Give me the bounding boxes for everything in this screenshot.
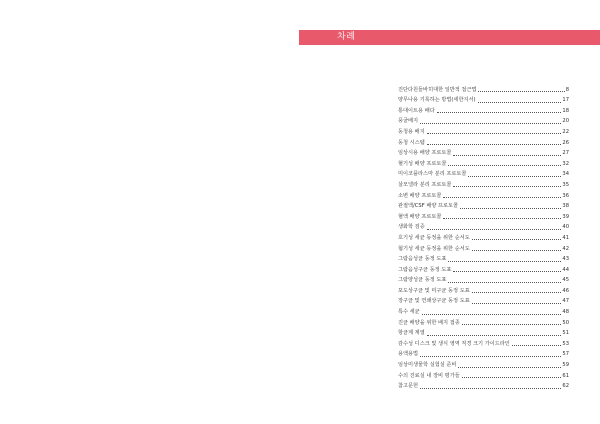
- toc-dot-leader: [478, 91, 564, 92]
- toc-dot-leader: [420, 123, 561, 124]
- toc-dot-leader: [420, 356, 561, 357]
- toc-entry-page: 48: [562, 309, 569, 316]
- toc-entry-page: 20: [562, 118, 569, 125]
- toc-entry-title: 동청 시스템: [398, 139, 425, 146]
- toc-entry[interactable]: [398, 95, 569, 106]
- toc-entry-page: 61: [562, 372, 569, 379]
- toc-entry-page: 22: [562, 128, 569, 135]
- toc-dot-leader: [472, 239, 562, 240]
- toc-entry-page: 40: [562, 224, 569, 231]
- toc-header-banner: [299, 30, 600, 45]
- toc-dot-leader: [427, 144, 562, 145]
- toc-entry[interactable]: [398, 275, 569, 286]
- toc-dot-leader: [453, 271, 561, 272]
- toc-dot-leader: [420, 388, 561, 389]
- toc-entry[interactable]: [398, 158, 569, 169]
- toc-entry[interactable]: [398, 232, 569, 243]
- toc-entry-title: 포도상구균 및 미구균 동정 도표: [398, 287, 470, 294]
- toc-dot-leader: [458, 367, 561, 368]
- toc-entry-title: 혈기성 배양 프로토콜: [398, 160, 447, 167]
- toc-entry-page: 32: [562, 160, 569, 167]
- toc-dot-leader: [448, 282, 561, 283]
- toc-entry-title: 혐기성 세균 동정을 위한 순서도: [398, 245, 470, 252]
- toc-entry-page: 44: [562, 266, 569, 273]
- toc-entry-page: 50: [562, 319, 569, 326]
- toc-entry-page: 34: [562, 171, 569, 178]
- toc-entry[interactable]: [398, 317, 569, 328]
- toc-entry-title: 양무나용 기록하는 방법(세한지서): [398, 97, 476, 104]
- toc-entry[interactable]: [398, 84, 569, 95]
- toc-entry[interactable]: [398, 169, 569, 180]
- toc-entry-title: 소변 배양 프로토콜: [398, 192, 442, 199]
- page-title: 차례: [337, 32, 356, 42]
- toc-entry-title: 그람양성균 동정 도표: [398, 277, 447, 284]
- toc-entry-title: 살모넬라 분리 프로토콜: [398, 181, 452, 188]
- toc-entry-title: 풍굴배지: [398, 118, 419, 125]
- toc-dot-leader: [512, 345, 562, 346]
- toc-dot-leader: [472, 292, 562, 293]
- toc-dot-leader: [443, 218, 561, 219]
- toc-entry[interactable]: [398, 254, 569, 265]
- toc-entry-page: 38: [562, 203, 569, 210]
- toc-dot-leader: [427, 133, 562, 134]
- toc-entry-title: 용액용법: [398, 351, 419, 358]
- toc-entry-page: 53: [562, 340, 569, 347]
- toc-entry[interactable]: [398, 338, 569, 349]
- toc-entry[interactable]: [398, 105, 569, 116]
- toc-dot-leader: [422, 314, 562, 315]
- toc-dot-leader: [427, 229, 562, 230]
- toc-entry[interactable]: [398, 116, 569, 127]
- toc-entry-title: 참고문헌: [398, 383, 419, 390]
- table-of-contents: [398, 84, 569, 391]
- toc-entry-title: 관절액/CSF 배양 프로토콜: [398, 203, 459, 210]
- toc-entry[interactable]: [398, 222, 569, 233]
- toc-entry[interactable]: [398, 306, 569, 317]
- toc-entry[interactable]: [398, 126, 569, 137]
- toc-entry-page: 17: [562, 97, 569, 104]
- toc-dot-leader: [460, 208, 561, 209]
- toc-entry-page: 62: [562, 383, 569, 390]
- toc-entry-page: 57: [562, 351, 569, 358]
- toc-entry-page: 27: [562, 150, 569, 157]
- toc-entry-page: 18: [562, 107, 569, 114]
- toc-entry[interactable]: [398, 179, 569, 190]
- toc-dot-leader: [472, 250, 562, 251]
- toc-entry-page: 8: [565, 86, 569, 93]
- toc-dot-leader: [448, 261, 561, 262]
- toc-dot-leader: [462, 324, 562, 325]
- toc-entry[interactable]: [398, 328, 569, 339]
- toc-entry-page: 36: [562, 192, 569, 199]
- toc-entry-title: 진단다원들바히대한 일반적 접근법: [398, 86, 477, 93]
- toc-entry-page: 46: [562, 287, 569, 294]
- toc-dot-leader: [472, 303, 562, 304]
- toc-entry-title: 특수 세균: [398, 309, 420, 316]
- toc-entry[interactable]: [398, 370, 569, 381]
- toc-entry-title: 통대이트용 배다: [398, 107, 435, 114]
- toc-entry-page: 59: [562, 362, 569, 369]
- toc-entry[interactable]: [398, 381, 569, 392]
- toc-entry[interactable]: [398, 201, 569, 212]
- toc-entry-page: 45: [562, 277, 569, 284]
- toc-entry-page: 26: [562, 139, 569, 146]
- toc-entry[interactable]: [398, 296, 569, 307]
- toc-entry[interactable]: [398, 359, 569, 370]
- toc-entry-page: 39: [562, 213, 569, 220]
- toc-entry[interactable]: [398, 285, 569, 296]
- toc-entry[interactable]: [398, 349, 569, 360]
- toc-entry-title: 감수성 디스크 및 생식 영역 직경 크기 가이드라인: [398, 340, 510, 347]
- toc-entry-page: 47: [562, 298, 569, 305]
- toc-entry[interactable]: [398, 190, 569, 201]
- toc-dot-leader: [443, 197, 561, 198]
- toc-entry[interactable]: [398, 243, 569, 254]
- toc-entry-title: 임상미생물학 실험실 준비: [398, 362, 457, 369]
- toc-entry[interactable]: [398, 211, 569, 222]
- toc-entry-title: 장구균 및 연쇄상구균 동정 도표: [398, 298, 470, 305]
- toc-entry-title: 호기성 세균 동정을 위한 순서도: [398, 234, 470, 241]
- toc-entry-title: 그람음성구균 동정 도표: [398, 266, 452, 273]
- toc-entry-page: 35: [562, 181, 569, 188]
- toc-dot-leader: [437, 112, 562, 113]
- toc-entry[interactable]: [398, 137, 569, 148]
- toc-dot-leader: [427, 335, 562, 336]
- toc-entry-title: 그람음성균 동정 도표: [398, 256, 447, 263]
- toc-entry-title: 진균 배양을 위한 배지 접종: [398, 319, 460, 326]
- toc-dot-leader: [453, 186, 561, 187]
- toc-entry[interactable]: [398, 148, 569, 159]
- toc-entry-title: 항균제 계열: [398, 330, 425, 337]
- toc-dot-leader: [448, 165, 561, 166]
- toc-entry-page: 41: [562, 234, 569, 241]
- toc-entry-page: 51: [562, 330, 569, 337]
- toc-entry[interactable]: [398, 264, 569, 275]
- toc-dot-leader: [478, 102, 562, 103]
- toc-entry-title: 미이코플라스마 분리 프로토콜: [398, 171, 467, 178]
- toc-entry-page: 42: [562, 245, 569, 252]
- toc-entry-title: 혈액 배양 프로토콜: [398, 213, 442, 220]
- toc-entry-title: 생화학 검증: [398, 224, 425, 231]
- toc-entry-page: 43: [562, 256, 569, 263]
- toc-entry-title: 임상시용 배양 프로토콜: [398, 150, 452, 157]
- toc-dot-leader: [453, 155, 561, 156]
- toc-dot-leader: [468, 176, 561, 177]
- toc-dot-leader: [462, 377, 562, 378]
- toc-entry-title: 수의 진료실 내 장비 평가들: [398, 372, 460, 379]
- toc-entry-title: 동청용 배지: [398, 128, 425, 135]
